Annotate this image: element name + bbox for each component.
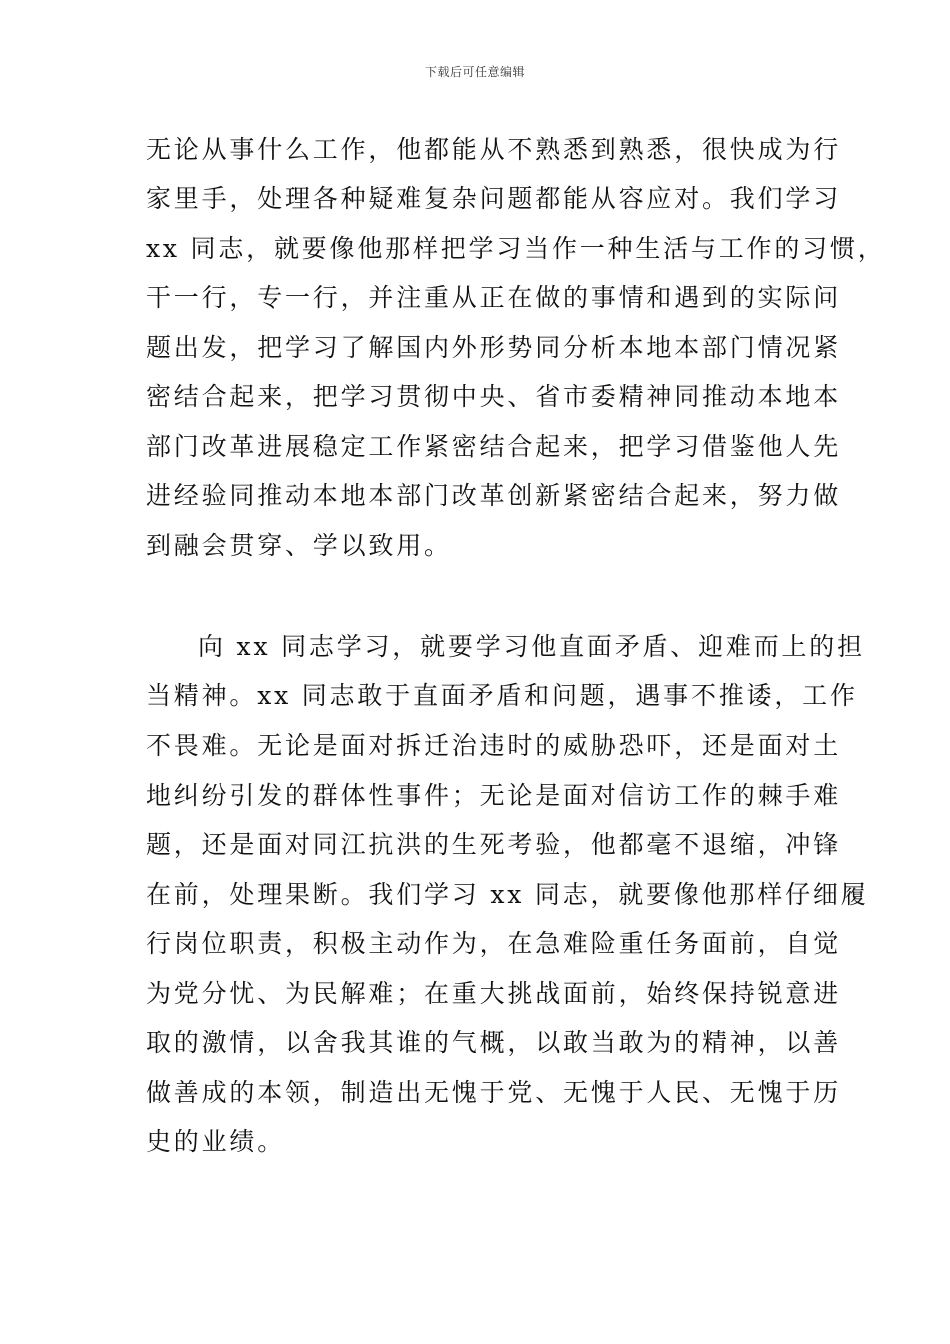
paragraph-line: xx 同志，就要像他那样把学习当作一种生活与工作的习惯， [146,234,886,263]
paragraph-line: 到融会贯穿、学以致用。 [146,531,452,560]
paragraph-line: 进经验同推动本地本部门改革创新紧密结合起来，努力做 [146,481,842,510]
paragraph-line: 干一行，专一行，并注重从正在做的事情和遇到的实际问 [146,283,842,312]
paragraph-line: 题，还是面对同江抗洪的生死考验，他都毫不退缩，冲锋 [146,830,842,859]
paragraph-line: 在前，处理果断。我们学习 xx 同志，就要像他那样仔细履 [146,880,869,909]
paragraph-line: 无论从事什么工作，他都能从不熟悉到熟悉，很快成为行 [146,135,842,164]
paragraph-line: 题出发，把学习了解国内外形势同分析本地本部门情况紧 [146,333,842,362]
paragraph-line: 地纠纷引发的群体性事件；无论是面对信访工作的棘手难 [146,781,842,810]
paragraph-line: 向 xx 同志学习，就要学习他直面矛盾、迎难而上的担 [198,632,865,661]
paragraph-line: 家里手，处理各种疑难复杂问题都能从容应对。我们学习 [146,184,842,213]
header-note: 下载后可任意编辑 [424,65,525,79]
paragraph-line: 不畏难。无论是面对拆迁治违时的威胁恐吓，还是面对土 [146,731,842,760]
paragraph-line: 当精神。xx 同志敢于直面矛盾和问题，遇事不推诿，工作 [146,681,858,710]
paragraph-line: 为党分忧、为民解难；在重大挑战面前，始终保持锐意进 [146,979,842,1008]
paragraph-line: 行岗位职责，积极主动作为，在急难险重任务面前，自觉 [146,929,842,958]
paragraph-line: 部门改革进展稳定工作紧密结合起来，把学习借鉴他人先 [146,432,842,461]
paragraph-line: 史的业绩。 [146,1127,286,1156]
paragraph-line: 做善成的本领，制造出无愧于党、无愧于人民、无愧于历 [146,1078,842,1107]
paragraph-line: 取的激情，以舍我其谁的气概，以敢当敢为的精神，以善 [146,1028,842,1057]
paragraph-line: 密结合起来，把学习贯彻中央、省市委精神同推动本地本 [146,382,842,411]
